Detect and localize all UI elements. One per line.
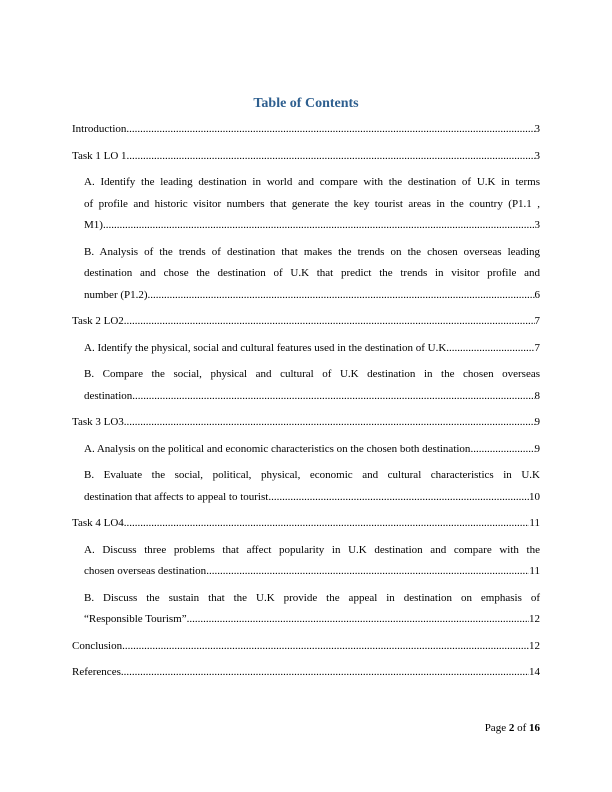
toc-entry-text: chosen overseas destination xyxy=(84,565,207,577)
toc-entry-text: A. Analysis on the political and economic characteristics on the chosen both destination xyxy=(84,442,471,455)
toc-entry-task4[interactable] xyxy=(72,513,540,535)
toc-entry-text: References xyxy=(72,666,121,678)
toc-entry-page: 12 xyxy=(529,639,540,652)
dot-leader xyxy=(127,146,535,168)
current-page-number: 2 xyxy=(508,722,515,734)
toc-entry-line: B. Discuss the sustain that the U.K provide the appeal in destination on emphasis of xyxy=(84,591,540,604)
toc-entry-text: destination xyxy=(84,389,133,402)
page-footer xyxy=(485,722,540,734)
toc-entry-line: B. Analysis of the trends of destination that makes the trends on the chosen overseas leading xyxy=(84,245,540,258)
dot-leader xyxy=(187,609,529,631)
toc-entry-line: of profile and historic visitor numbers that generate the key tourist areas in the country (P1.1 , xyxy=(84,197,540,210)
toc-entry-references[interactable] xyxy=(72,662,540,684)
toc-entry-task2-b[interactable] xyxy=(72,364,540,407)
toc-entry-text: Task 1 LO 1 xyxy=(72,149,127,162)
toc-entry-text: “Responsible Tourism” xyxy=(84,613,187,625)
toc-entry-task3[interactable] xyxy=(72,412,540,434)
dot-leader xyxy=(124,513,530,535)
dot-leader xyxy=(124,412,535,434)
page-label: Page xyxy=(484,722,507,734)
toc-entry-introduction[interactable] xyxy=(72,119,540,141)
dot-leader xyxy=(268,487,529,509)
toc-entry-line: A. Identify the leading destination in world and compare with the destination of U.K in terms xyxy=(84,176,540,188)
dot-leader xyxy=(132,386,534,408)
toc-entry-page: 9 xyxy=(534,442,540,455)
toc-entry-text: A. Identify the physical, social and cultural features used in the destination of U.K xyxy=(84,341,447,354)
toc-entry-text: Task 3 LO3 xyxy=(72,416,124,428)
toc-entry-task1[interactable] xyxy=(72,146,540,168)
toc-entry-line: destination and chose the destination of U.K that predict the trends in visitor profile and xyxy=(84,267,540,279)
toc-entry-line: B. Evaluate the social, political, physical, economic and cultural characteristics in U.K xyxy=(84,469,540,481)
table-of-contents xyxy=(72,119,540,689)
toc-entry-page: 10 xyxy=(529,490,540,503)
toc-entry-task2[interactable] xyxy=(72,311,540,333)
toc-entry-task2-a[interactable] xyxy=(72,338,540,360)
toc-entry-text: Conclusion xyxy=(72,639,123,652)
dot-leader xyxy=(122,636,529,658)
toc-entry-page: 3 xyxy=(534,123,540,135)
toc-entry-line: A. Discuss three problems that affect popularity in U.K destination and compare with the xyxy=(84,543,540,556)
total-pages: 16 xyxy=(529,722,540,734)
toc-entry-page: 12 xyxy=(529,613,540,625)
dot-leader xyxy=(446,338,534,360)
toc-entry-page: 3 xyxy=(534,149,540,162)
toc-entry-task3-a[interactable] xyxy=(72,439,540,461)
toc-entry-text: number (P1.2) xyxy=(84,288,148,301)
toc-entry-text: Task 2 LO2 xyxy=(72,315,124,327)
dot-leader xyxy=(124,311,535,333)
dot-leader xyxy=(103,215,535,237)
toc-entry-task4-a[interactable] xyxy=(72,540,540,583)
dot-leader xyxy=(121,662,529,684)
toc-entry-page: 7 xyxy=(534,315,540,327)
toc-entry-line: B. Compare the social, physical and cultural of U.K destination in the chosen overseas xyxy=(84,368,540,380)
toc-entry-task1-a[interactable] xyxy=(72,172,540,237)
toc-entry-page: 9 xyxy=(534,416,540,428)
toc-entry-page: 14 xyxy=(529,666,540,678)
dot-leader xyxy=(206,561,529,583)
toc-entry-page: 3 xyxy=(534,219,540,231)
dot-leader xyxy=(470,439,534,461)
toc-entry-text: Task 4 LO4 xyxy=(72,517,124,529)
dot-leader xyxy=(148,285,535,307)
dot-leader xyxy=(126,119,534,141)
toc-entry-conclusion[interactable] xyxy=(72,636,540,658)
toc-entry-text: destination that affects to appeal to tourist xyxy=(84,490,269,503)
toc-entry-page: 11 xyxy=(529,517,540,529)
toc-entry-task4-b[interactable] xyxy=(72,588,540,631)
toc-entry-text: M1) xyxy=(84,219,103,231)
toc-entry-page: 11 xyxy=(529,565,540,577)
toc-entry-page: 8 xyxy=(534,389,540,402)
toc-entry-text: Introduction xyxy=(72,123,127,135)
toc-title: Table of Contents xyxy=(253,96,359,111)
toc-entry-page: 7 xyxy=(534,341,540,354)
toc-entry-page: 6 xyxy=(534,288,540,301)
toc-entry-task1-b[interactable] xyxy=(72,242,540,307)
toc-entry-task3-b[interactable] xyxy=(72,465,540,508)
of-label: of xyxy=(517,722,527,734)
